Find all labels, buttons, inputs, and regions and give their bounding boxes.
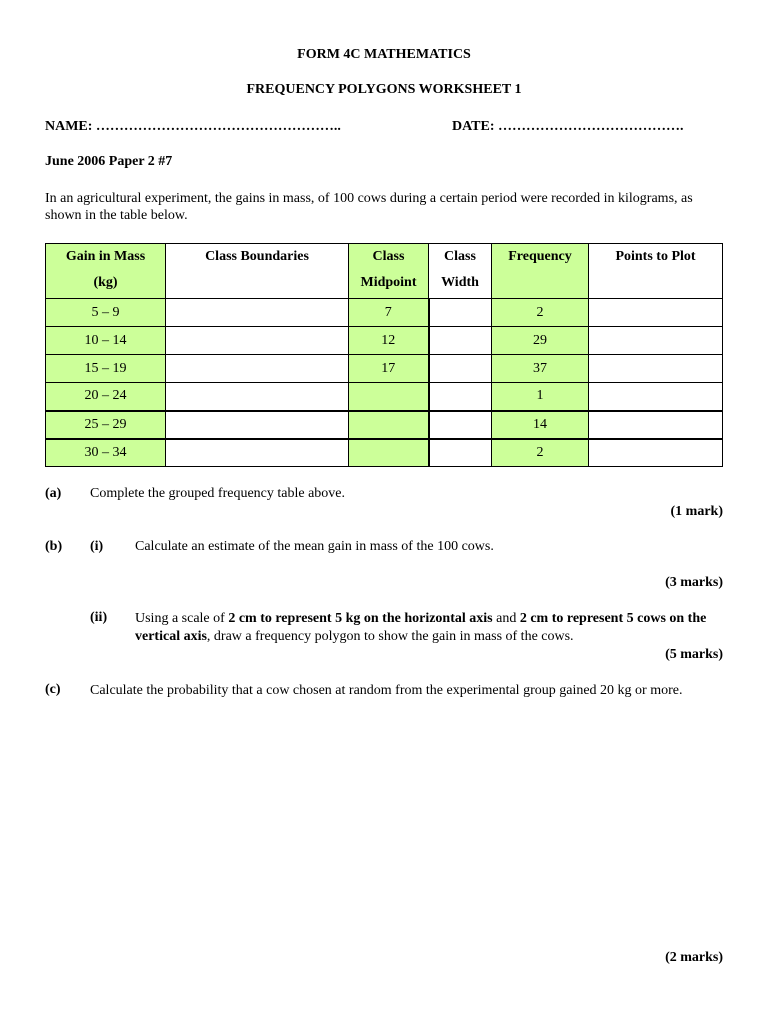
question-a-label: (a) — [45, 486, 62, 501]
table-row — [46, 299, 723, 327]
cell-frequency: 29 — [492, 327, 589, 355]
question-c-marks: (2 marks) — [665, 950, 723, 965]
question-b-ii-marks: (5 marks) — [665, 647, 723, 662]
cell-gain: 10 – 14 — [46, 327, 166, 355]
cell-boundaries — [166, 299, 349, 327]
header-midpoint-line1: Class — [372, 249, 405, 264]
header-gain-line2: (kg) — [93, 275, 118, 290]
cell-boundaries — [166, 411, 349, 439]
cell-points — [589, 299, 723, 327]
question-b-i-marks: (3 marks) — [665, 575, 723, 590]
question-b-ii-label: (ii) — [90, 610, 108, 625]
cell-gain: 20 – 24 — [46, 383, 166, 411]
cell-gain: 25 – 29 — [46, 411, 166, 439]
table-row — [46, 327, 723, 355]
header-gain-line1: Gain in Mass — [65, 249, 146, 264]
question-b-ii-bold2: 2 cm to represent 5 cows on the vertical axis — [135, 611, 707, 644]
cell-boundaries — [166, 355, 349, 383]
header-gain-in-mass — [46, 244, 166, 299]
cell-width — [429, 355, 492, 383]
question-b-i-label: (i) — [90, 539, 104, 554]
question-a-marks: (1 mark) — [670, 504, 723, 519]
header-points-label: Points to Plot — [615, 249, 696, 264]
header-midpoint-line2: Midpoint — [360, 275, 417, 290]
frequency-table — [45, 243, 723, 467]
cell-frequency: 1 — [492, 383, 589, 411]
cell-boundaries — [166, 439, 349, 467]
header-boundaries-label: Class Boundaries — [205, 249, 309, 264]
cell-midpoint — [349, 411, 429, 439]
question-b-ii-bold1: 2 cm to represent 5 kg on the horizontal axis — [228, 611, 493, 626]
table-header-row — [46, 244, 723, 299]
cell-midpoint: 7 — [349, 299, 429, 327]
cell-width — [429, 299, 492, 327]
question-b-ii-text-part3: , draw a frequency polygon to show the gain in mass of the cows. — [206, 629, 574, 644]
name-field: NAME: …………………………………………….. — [45, 119, 341, 134]
cell-points — [589, 355, 723, 383]
header-points-to-plot — [589, 244, 723, 299]
cell-points — [589, 327, 723, 355]
question-b-ii-text-part2: and — [492, 611, 520, 626]
table-row — [46, 411, 723, 439]
header-width-line2: Width — [441, 275, 479, 290]
cell-midpoint: 12 — [349, 327, 429, 355]
cell-points — [589, 383, 723, 411]
cell-frequency: 2 — [492, 439, 589, 467]
question-b-i-text: Calculate an estimate of the mean gain in mass of the 100 cows. — [135, 539, 494, 554]
cell-width — [429, 327, 492, 355]
worksheet-title: FORM 4C MATHEMATICS — [297, 47, 471, 62]
question-c-text: Calculate the probability that a cow chosen at random from the experimental group gained 20 kg or more. — [90, 683, 683, 698]
worksheet-subtitle: FREQUENCY POLYGONS WORKSHEET 1 — [246, 82, 522, 97]
question-b-label: (b) — [45, 539, 63, 554]
cell-gain: 15 – 19 — [46, 355, 166, 383]
cell-frequency: 2 — [492, 299, 589, 327]
header-class-boundaries — [166, 244, 349, 299]
cell-points — [589, 411, 723, 439]
cell-points — [589, 439, 723, 467]
cell-midpoint — [349, 439, 429, 467]
cell-frequency: 37 — [492, 355, 589, 383]
table-row — [46, 355, 723, 383]
question-b-ii-text — [135, 610, 725, 646]
question-a-text: Complete the grouped frequency table above. — [90, 486, 346, 501]
cell-midpoint — [349, 383, 429, 411]
cell-width — [429, 383, 492, 411]
header-class-width — [429, 244, 492, 299]
cell-width — [429, 411, 492, 439]
header-width-line1: Class — [444, 249, 476, 264]
cell-midpoint: 17 — [349, 355, 429, 383]
cell-gain: 5 – 9 — [46, 299, 166, 327]
cell-boundaries — [166, 383, 349, 411]
header-frequency — [492, 244, 589, 299]
cell-gain: 30 – 34 — [46, 439, 166, 467]
cell-boundaries — [166, 327, 349, 355]
cell-frequency: 14 — [492, 411, 589, 439]
question-b-ii-text-part1: Using a scale of — [135, 611, 229, 626]
header-frequency-label: Frequency — [508, 249, 572, 264]
table-row — [46, 439, 723, 467]
source-reference: June 2006 Paper 2 #7 — [45, 154, 173, 169]
table-row — [46, 383, 723, 411]
question-c-label: (c) — [45, 682, 61, 697]
date-field: DATE: …………………………………. — [452, 119, 684, 134]
cell-width — [429, 439, 492, 467]
intro-paragraph: In an agricultural experiment, the gains in mass, of 100 cows during a certain period were recorded in kilograms, as shown in the table below. — [45, 191, 693, 223]
header-class-midpoint — [349, 244, 429, 299]
